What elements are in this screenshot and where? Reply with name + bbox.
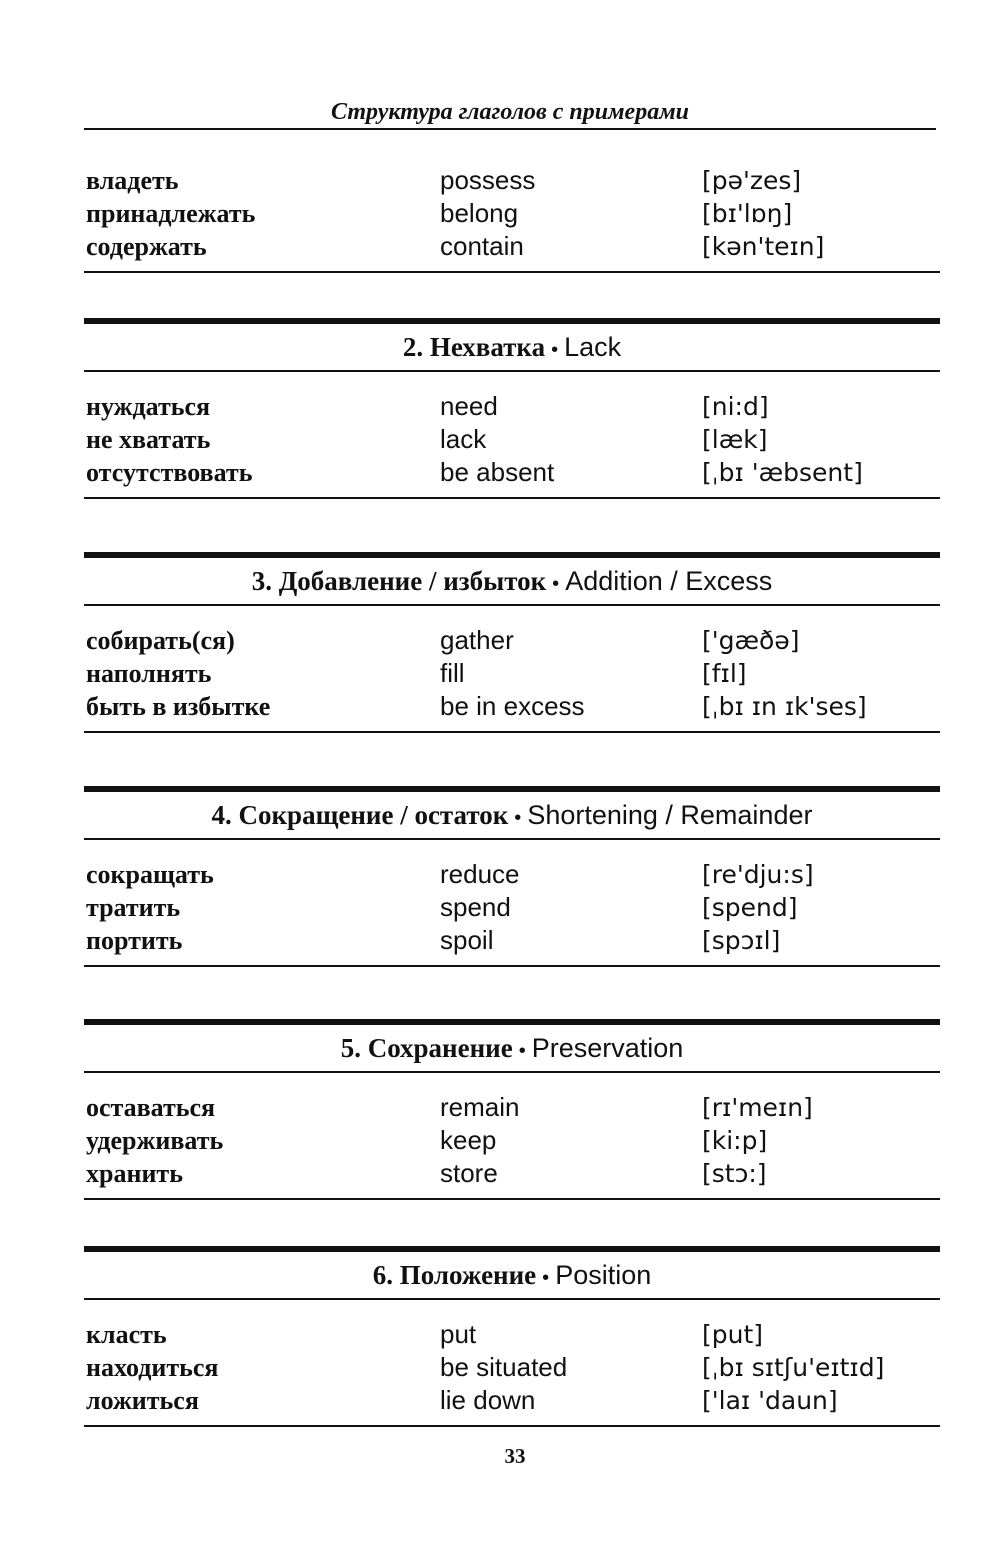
- running-head: Структура глаголов с примерами: [84, 96, 936, 130]
- english-word: gather: [440, 625, 514, 655]
- vocab-rows: [84, 844, 940, 967]
- transcription: [stɔ:]: [702, 1159, 767, 1188]
- bullet-icon: •: [518, 1040, 526, 1062]
- vocab-row: [84, 423, 940, 456]
- russian-word: оставаться: [86, 1093, 216, 1122]
- english-word: be absent: [440, 457, 555, 487]
- section-title-ru: 4. Сокращение / остаток: [211, 800, 509, 830]
- transcription: [ˌbɪ ɪn ɪk'ses]: [702, 692, 867, 721]
- russian-word: сокращать: [86, 860, 214, 889]
- english-word: reduce: [440, 859, 520, 889]
- russian-word: хранить: [86, 1159, 183, 1188]
- vocab-row: [84, 924, 940, 957]
- transcription: [pə'zes]: [702, 166, 802, 195]
- vocab-rows: [84, 376, 940, 499]
- section-header: [84, 1246, 940, 1300]
- section-title-ru: 2. Нехватка: [402, 332, 546, 362]
- vocab-row: [84, 456, 940, 489]
- bullet-icon: •: [552, 573, 560, 595]
- russian-word: наполнять: [86, 659, 212, 688]
- section-title-ru: 5. Сохранение: [340, 1033, 513, 1063]
- section-addition: [84, 552, 940, 733]
- russian-word: собирать(ся): [86, 626, 235, 655]
- vocab-row: [84, 1318, 940, 1351]
- russian-word: портить: [86, 926, 183, 955]
- section-position: [84, 1246, 940, 1427]
- russian-word: содержать: [86, 232, 207, 261]
- russian-word: не хватать: [86, 425, 211, 454]
- english-word: belong: [440, 198, 519, 228]
- vocab-row: [84, 1091, 940, 1124]
- section-title-en: Addition / Excess: [565, 566, 773, 596]
- english-word: put: [440, 1319, 477, 1349]
- vocab-row: [84, 657, 940, 690]
- transcription: [ni:d]: [702, 392, 769, 421]
- section-header: [84, 318, 940, 372]
- english-word: need: [440, 391, 498, 421]
- english-word: be situated: [440, 1352, 568, 1382]
- transcription: [re'dju:s]: [702, 860, 814, 889]
- english-word: lack: [440, 424, 487, 454]
- section-title-en: Lack: [564, 332, 622, 362]
- english-word: spoil: [440, 925, 494, 955]
- intro-rows: [84, 164, 940, 273]
- section-title-en: Preservation: [531, 1033, 684, 1063]
- transcription: [put]: [702, 1320, 764, 1349]
- vocab-row: [84, 1124, 940, 1157]
- russian-word: владеть: [86, 166, 179, 195]
- bullet-icon: •: [551, 339, 559, 361]
- section-title-en: Shortening / Remainder: [527, 800, 813, 830]
- section-preservation: [84, 1019, 940, 1200]
- bullet-icon: •: [514, 807, 522, 829]
- section-title-ru: 6. Положение: [372, 1260, 537, 1290]
- vocab-row: [84, 197, 940, 230]
- vocab-row: [84, 1384, 940, 1417]
- section-header: [84, 786, 940, 840]
- russian-word: класть: [86, 1320, 167, 1349]
- transcription: [ˌbɪ 'æbsent]: [702, 458, 863, 487]
- vocab-row: [84, 230, 940, 263]
- transcription: [ˌbɪ sɪtʃu'eɪtɪd]: [702, 1353, 885, 1382]
- section-header: [84, 552, 940, 606]
- english-word: remain: [440, 1092, 520, 1122]
- transcription: [spɔɪl]: [702, 926, 781, 955]
- transcription: [kən'teɪn]: [702, 232, 825, 261]
- russian-word: удерживать: [86, 1126, 224, 1155]
- russian-word: принадлежать: [86, 199, 256, 228]
- transcription: [fɪl]: [702, 659, 747, 688]
- transcription: ['laɪ 'daun]: [702, 1386, 838, 1415]
- vocab-row: [84, 891, 940, 924]
- vocab-row: [84, 390, 940, 423]
- section-title-ru: 3. Добавление / избыток: [251, 566, 547, 596]
- russian-word: тратить: [86, 893, 181, 922]
- english-word: possess: [440, 165, 536, 195]
- transcription: ['gæðə]: [702, 626, 800, 655]
- transcription: [bɪ'lɒŋ]: [702, 199, 793, 228]
- transcription: [spend]: [702, 893, 798, 922]
- vocab-row: [84, 624, 940, 657]
- vocab-row: [84, 690, 940, 723]
- english-word: contain: [440, 231, 524, 261]
- vocab-rows: [84, 1077, 940, 1200]
- section-title-en: Position: [555, 1260, 652, 1290]
- russian-word: быть в избытке: [86, 692, 271, 721]
- english-word: keep: [440, 1125, 497, 1155]
- transcription: [rɪ'meɪn]: [702, 1093, 813, 1122]
- russian-word: нуждаться: [86, 392, 211, 421]
- section-header: [84, 1019, 940, 1073]
- english-word: be in excess: [440, 691, 585, 721]
- vocab-row: [84, 1351, 940, 1384]
- english-word: store: [440, 1158, 498, 1188]
- vocab-row: [84, 858, 940, 891]
- russian-word: находиться: [86, 1353, 219, 1382]
- intro-block: [84, 164, 940, 273]
- vocab-row: [84, 164, 940, 197]
- transcription: [ki:p]: [702, 1126, 768, 1155]
- vocab-rows: [84, 1304, 940, 1427]
- russian-word: отсутствовать: [86, 458, 253, 487]
- english-word: fill: [440, 658, 465, 688]
- transcription: [læk]: [702, 425, 768, 454]
- section-shortening: [84, 786, 940, 967]
- english-word: spend: [440, 892, 511, 922]
- russian-word: ложиться: [86, 1386, 199, 1415]
- bullet-icon: •: [542, 1267, 550, 1289]
- section-lack: [84, 318, 940, 499]
- vocab-rows: [84, 610, 940, 733]
- page-number: 33: [504, 1444, 526, 1468]
- vocab-row: [84, 1157, 940, 1190]
- english-word: lie down: [440, 1385, 536, 1415]
